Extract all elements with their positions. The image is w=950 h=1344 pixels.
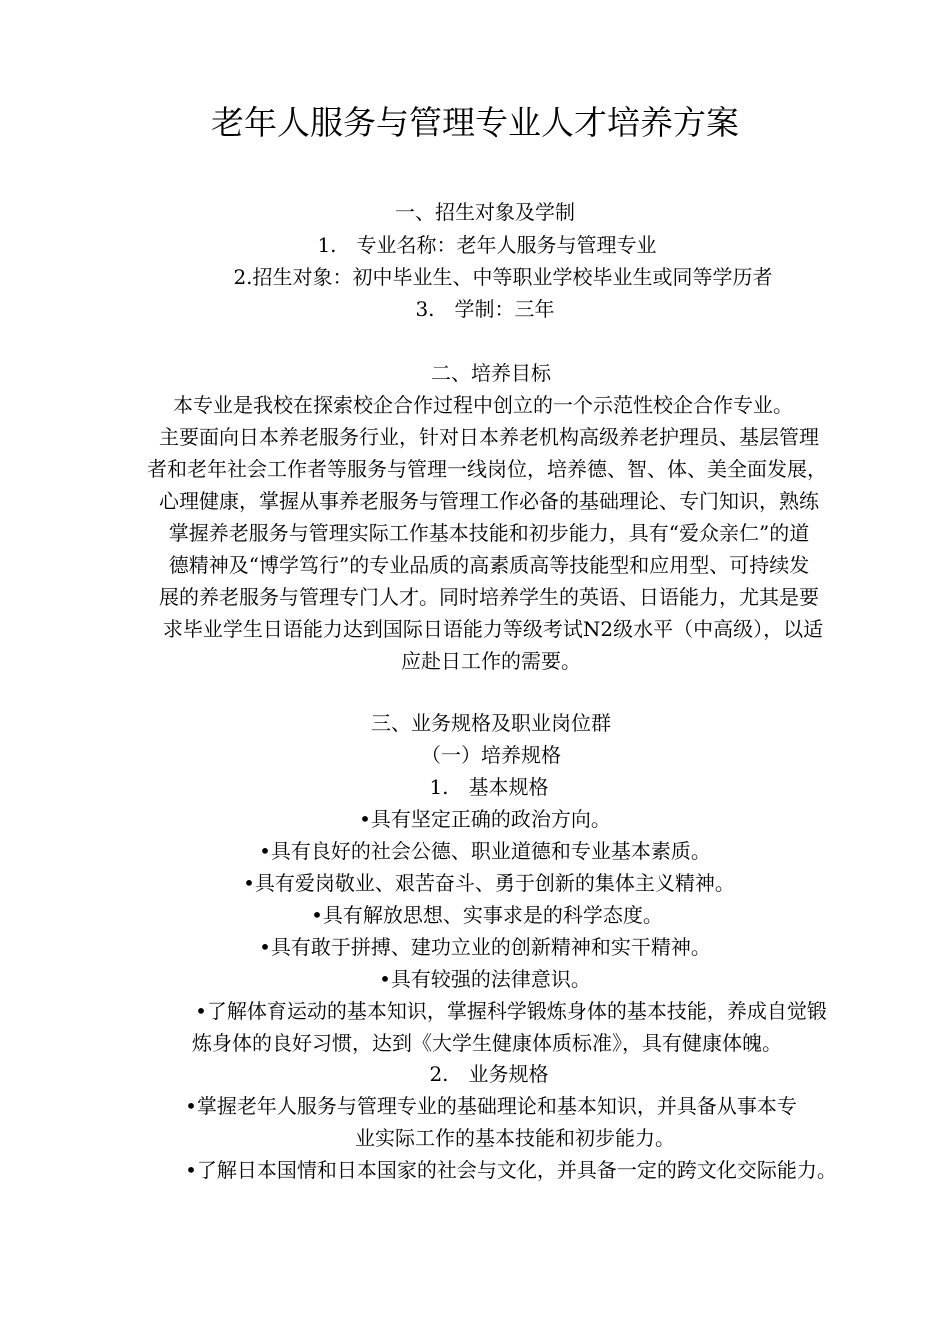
section-2-paragraph-line: 应赴日工作的需要。 [401, 649, 581, 673]
basic-spec-item: •了解体育运动的基本知识，掌握科学锻炼身体的基本技能，养成自觉锻 [195, 999, 827, 1023]
basic-spec-item: 炼身体的良好习惯，达到《大学生健康体质标准》，具有健康体魄。 [192, 1031, 782, 1055]
section-1-item: 1. 专业名称：老年人服务与管理专业 [317, 233, 657, 257]
section-2-paragraph-line: 本专业是我校在探索校企合作过程中创立的一个示范性校企合作专业。 [173, 393, 793, 417]
basic-spec-item: •具有坚定正确的政治方向。 [359, 807, 611, 831]
section-2-heading: 二、培养目标 [431, 361, 551, 385]
section-2-paragraph-line: 主要面向日本养老服务行业，针对日本养老机构高级养老护理员、基层管理 [159, 425, 819, 449]
business-spec-item: •掌握老年人服务与管理专业的基础理论和基本知识，并具备从事本专 [185, 1094, 797, 1118]
section-2-paragraph-line: 心理健康，掌握从事养老服务与管理工作必备的基础理论、专门知识，熟练 [159, 489, 819, 513]
basic-spec-item: •具有较强的法律意识。 [379, 967, 591, 991]
business-spec-item: 业实际工作的基本技能和初步能力。 [355, 1126, 675, 1150]
section-1-item: 2.招生对象：初中毕业生、中等职业学校毕业生或同等学历者 [233, 265, 773, 289]
section-1-item: 3. 学制：三年 [415, 297, 555, 321]
section-2-paragraph-line: 求毕业学生日语能力达到国际日语能力等级考试N2级水平（中高级），以适 [162, 617, 824, 641]
basic-spec-item: •具有解放思想、实事求是的科学态度。 [311, 903, 663, 927]
section-3-heading: 三、业务规格及职业岗位群 [371, 711, 611, 735]
section-2-paragraph-line: 者和老年社会工作者等服务与管理一线岗位，培养德、智、体、美全面发展， [147, 457, 827, 481]
document-title: 老年人服务与管理专业人才培养方案 [211, 103, 739, 142]
section-3-subheading: （一）培养规格 [421, 743, 561, 767]
section-1-heading: 一、招生对象及学制 [395, 200, 575, 224]
section-2-paragraph-line: 展的养老服务与管理专门人才。同时培养学生的英语、日语能力，尤其是要 [159, 585, 819, 609]
basic-spec-item: •具有爱岗敬业、艰苦奋斗、勇于创新的集体主义精神。 [243, 871, 735, 895]
basic-spec-item: •具有敢于拼搏、建功立业的创新精神和实干精神。 [259, 935, 711, 959]
basic-spec-heading: 1. 基本规格 [429, 775, 549, 799]
section-2-paragraph-line: 德精神及“博学笃行”的专业品质的高素质高等技能型和应用型、可持续发 [168, 553, 810, 577]
section-2-paragraph-line: 掌握养老服务与管理实际工作基本技能和初步能力，具有“爱众亲仁”的道 [168, 521, 810, 545]
basic-spec-item: •具有良好的社会公德、职业道德和专业基本素质。 [259, 839, 711, 863]
business-spec-item: •了解日本国情和日本国家的社会与文化，并具备一定的跨文化交际能力。 [185, 1158, 837, 1182]
business-spec-heading: 2. 业务规格 [429, 1062, 549, 1086]
